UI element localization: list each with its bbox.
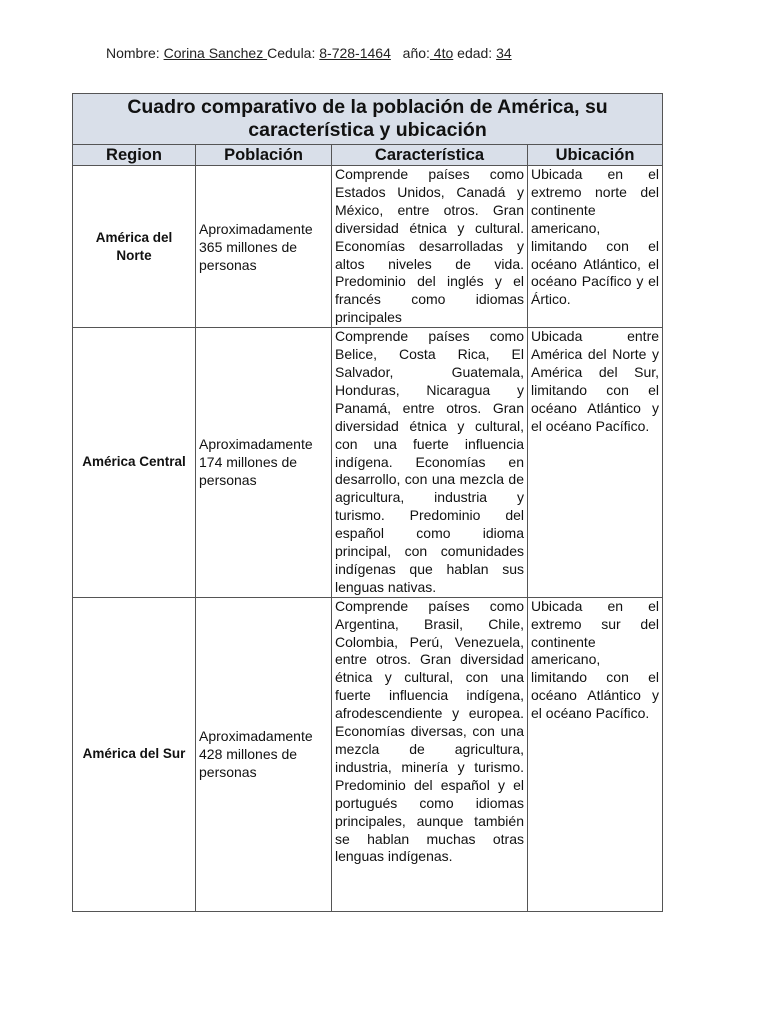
edad-label: edad: [457,45,493,61]
characteristic-cell: Comprende países como Estados Unidos, Canadá y México, entre otros. Gran diversidad étnica y cultural. Economías desarrolladas y altos niveles de vida. Predominio del inglés y el francés como idiomas principales [332,166,528,328]
location-cell: Ubicada en el extremo sur del continente americano, limitando con el océano Atlántico y el océano Pacífico. [528,597,663,911]
location-cell: Ubicada entre América del Norte y América del Sur, limitando con el océano Atlántico y el océano Pacífico. [528,328,663,598]
nombre-value: Corina Sanchez [163,45,268,61]
comparison-table [72,93,663,912]
location-cell: Ubicada en el extremo norte del continente americano, limitando con el océano Atlántico, el océano Pacífico y el Ártico. [528,166,663,328]
table-title: Cuadro comparativo de la población de América, su característica y ubicación [73,94,663,145]
region-cell: América Central [73,328,196,598]
population-cell: Aproximadamente 428 millones de personas [196,597,332,911]
column-header-region: Region [73,145,196,166]
column-header-caracteristica: Característica [332,145,528,166]
cedula-label: Cedula: [267,45,316,61]
table-row [73,597,663,911]
population-cell: Aproximadamente 365 millones de personas [196,166,332,328]
column-header-poblacion: Población [196,145,332,166]
student-info-line [106,45,512,61]
cedula-value: 8-728-1464 [319,45,391,61]
anio-label: año: [402,45,430,61]
table-row [73,328,663,598]
region-cell: América del Norte [73,166,196,328]
table-row [73,166,663,328]
region-cell: América del Sur [73,597,196,911]
population-cell: Aproximadamente 174 millones de personas [196,328,332,598]
nombre-label: Nombre: [106,45,160,61]
anio-value: 4to [429,45,454,61]
characteristic-cell: Comprende países como Belice, Costa Rica, El Salvador, Guatemala, Honduras, Nicaragua y Panamá, entre otros. Gran diversidad étnica y cultural, con una fuerte influencia indígena. Economías en desarrollo, con una mezcla de agricultura, industria y turismo. Predominio del español como idioma principal, con comunidades indígenas que hablan sus lenguas nativas. [332,328,528,598]
edad-value: 34 [496,45,512,61]
characteristic-cell: Comprende países como Argentina, Brasil, Chile, Colombia, Perú, Venezuela, entre otros. Gran diversidad étnica y cultural, con una fuerte influencia indígena, afrodescendiente y europea. Economías diversas, con una mezcla de agricultura, industria, minería y turismo. Predominio del español y el portugués como idiomas principales, aunque también se hablan muchas otras lenguas indígenas. [332,597,528,911]
column-header-ubicacion: Ubicación [528,145,663,166]
